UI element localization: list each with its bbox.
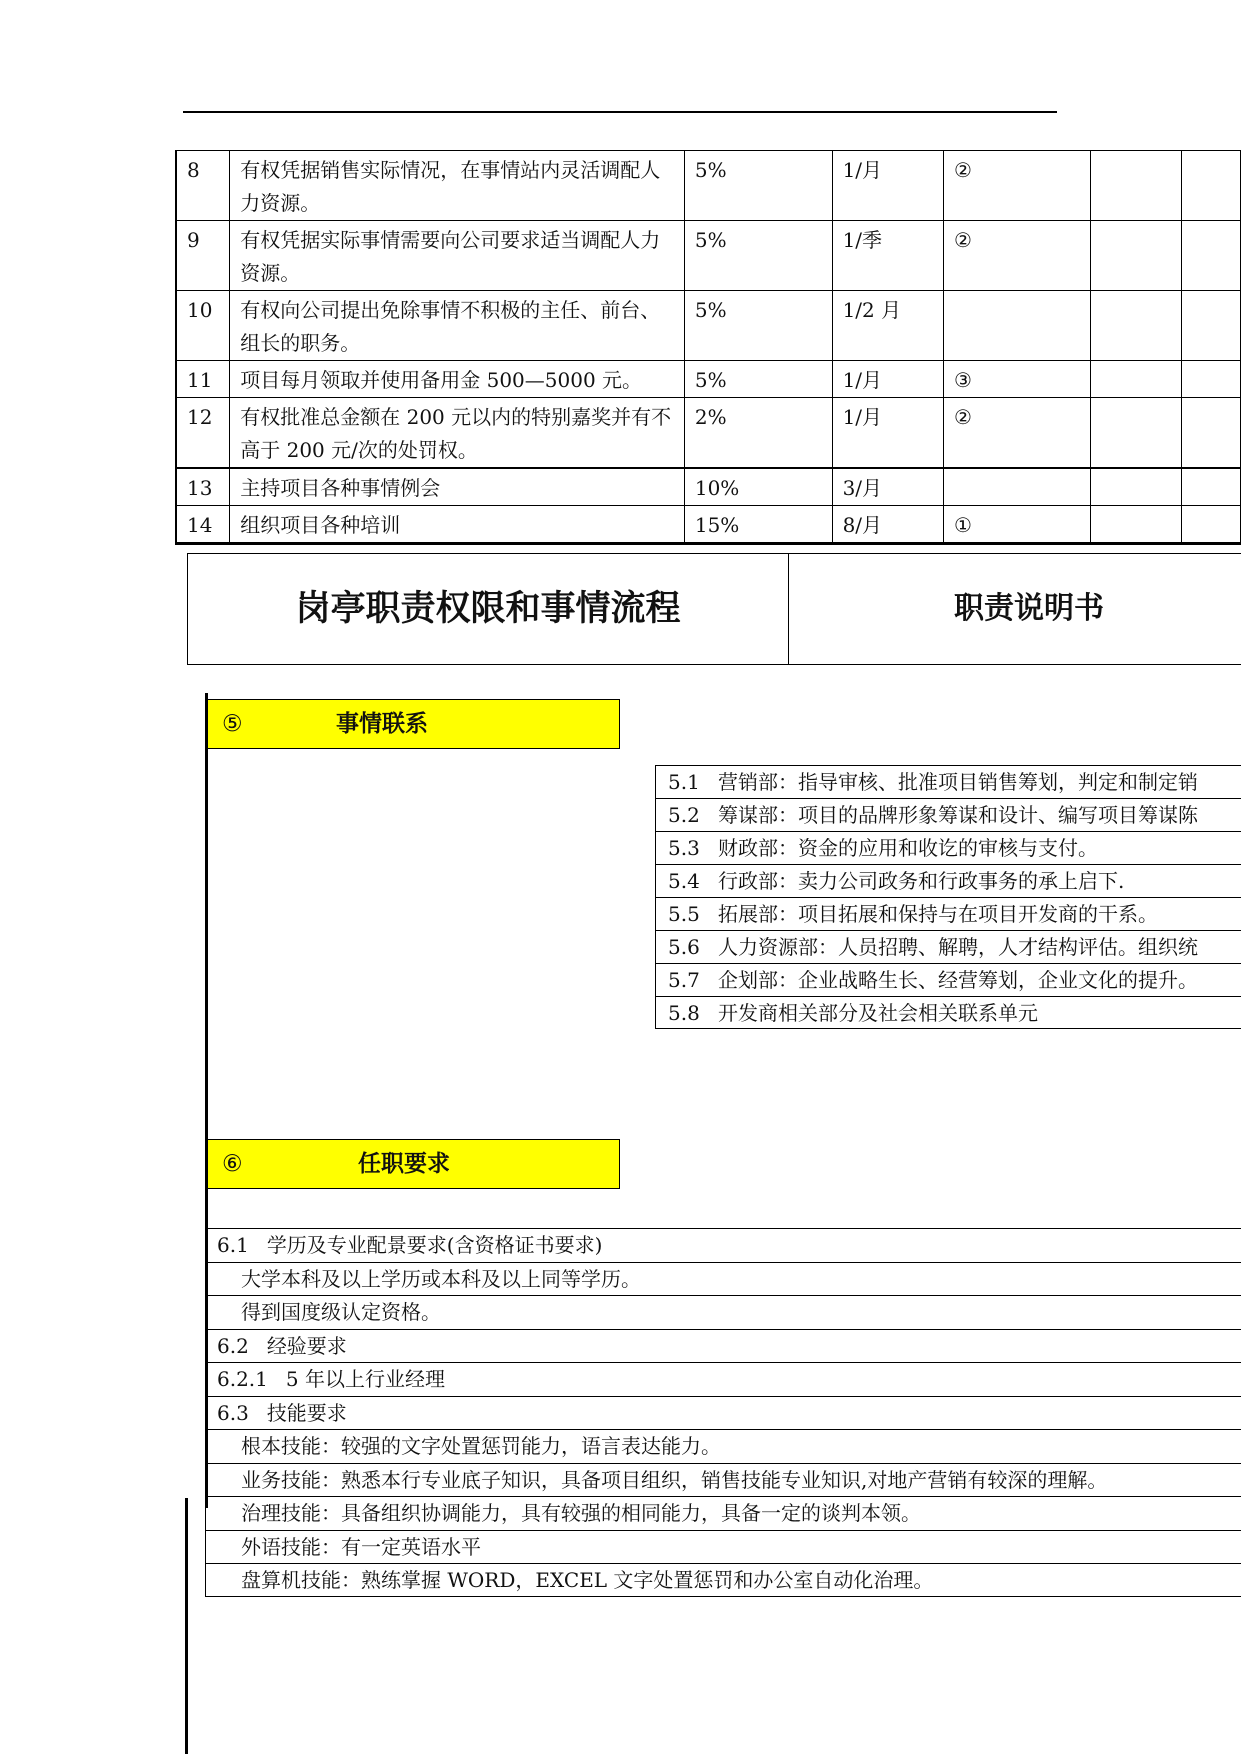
row-empty <box>1090 221 1181 291</box>
requirement-subitem <box>205 1362 1241 1396</box>
row-number: 14 <box>176 506 230 544</box>
row-description: 组织项目各种培训 <box>230 506 685 544</box>
section-6-header <box>207 1139 620 1189</box>
left-margin-rule-lower <box>185 1498 188 1754</box>
row-empty <box>1182 506 1241 544</box>
row-frequency: 1/2 月 <box>832 291 943 361</box>
table-row <box>176 221 1241 291</box>
item-number: 6.2 <box>217 1333 249 1358</box>
row-description: 有权凭据销售实际情况，在事情站内灵活调配人力资源。 <box>230 151 685 221</box>
row-description: 主持项目各种事情例会 <box>230 468 685 506</box>
row-description: 项目每月领取并使用备用金 500—5000 元。 <box>230 361 685 398</box>
row-empty <box>1090 468 1181 506</box>
row-empty <box>1182 291 1241 361</box>
row-level: ② <box>943 221 1090 291</box>
list-item <box>655 765 1241 798</box>
item-text: 人力资源部：人员招聘、解聘，人才结构评估。组织统 <box>718 935 1198 959</box>
header-rule <box>183 111 1057 113</box>
requirement-item: 业务技能：熟悉本行专业底子知识，具备项目组织，销售技能专业知识,对地产营销有较深的理解。 <box>205 1463 1241 1497</box>
row-empty <box>1182 361 1241 398</box>
item-text: 拓展部：项目拓展和保持与在项目开发商的干系。 <box>718 902 1158 926</box>
table-row <box>176 291 1241 361</box>
item-number: 5.6 <box>668 935 700 959</box>
item-number: 5.5 <box>668 902 700 926</box>
row-empty <box>1182 468 1241 506</box>
requirement-item: 盘算机技能：熟练掌握 WORD，EXCEL 文字处置惩罚和办公室自动化治理。 <box>205 1563 1241 1597</box>
requirement-item: 根本技能：较强的文字处置惩罚能力，语言表达能力。 <box>205 1429 1241 1463</box>
item-number: 5.8 <box>668 1001 700 1025</box>
row-frequency: 1/月 <box>832 361 943 398</box>
document-type: 职责说明书 <box>954 591 1104 626</box>
row-empty <box>1182 398 1241 469</box>
section-5-header <box>207 699 620 749</box>
row-level <box>943 291 1090 361</box>
row-empty <box>1182 151 1241 221</box>
list-item <box>655 864 1241 897</box>
list-item <box>655 831 1241 864</box>
table-row <box>176 398 1241 469</box>
table-row <box>176 506 1241 544</box>
list-item <box>655 963 1241 996</box>
requirement-item: 得到国度级认定资格。 <box>205 1295 1241 1329</box>
row-number: 9 <box>176 221 230 291</box>
row-level: ③ <box>943 361 1090 398</box>
table-row <box>176 151 1241 221</box>
row-level <box>943 468 1090 506</box>
item-number: 6.3 <box>217 1400 249 1425</box>
section-number: ⑥ <box>222 1151 243 1177</box>
row-description: 有权向公司提出免除事情不积极的主任、前台、组长的职务。 <box>230 291 685 361</box>
row-weight: 15% <box>684 506 832 544</box>
item-text: 筹谋部：项目的品牌形象筹谋和设计、编写项目筹谋陈 <box>718 803 1198 827</box>
row-level: ② <box>943 398 1090 469</box>
row-weight: 5% <box>684 221 832 291</box>
row-weight: 5% <box>684 361 832 398</box>
item-text: 开发商相关部分及社会相关联系单元 <box>718 1001 1038 1025</box>
row-empty <box>1182 221 1241 291</box>
row-description: 有权批准总金额在 200 元以内的特别嘉奖并有不高于 200 元/次的处罚权。 <box>230 398 685 469</box>
section-title: 事情联系 <box>336 711 428 737</box>
item-text: 经验要求 <box>266 1333 347 1358</box>
table-row <box>176 468 1241 506</box>
requirement-item: 治理技能：具备组织协调能力，具有较强的相同能力，具备一定的谈判本领。 <box>205 1496 1241 1530</box>
item-number: 6.2.1 <box>217 1367 268 1391</box>
list-item <box>655 897 1241 930</box>
item-text: 企划部：企业战略生长、经营筹划，企业文化的提升。 <box>718 968 1198 992</box>
item-text: 学历及专业配景要求(含资格证书要求) <box>266 1233 603 1257</box>
row-weight: 10% <box>684 468 832 506</box>
requirement-item: 外语技能：有一定英语水平 <box>205 1530 1241 1564</box>
row-level: ① <box>943 506 1090 544</box>
item-number: 5.1 <box>668 770 700 794</box>
section-number: ⑤ <box>222 711 243 737</box>
contact-list <box>655 765 1241 1029</box>
item-number: 5.4 <box>668 869 700 893</box>
title-box <box>187 553 1241 665</box>
item-text: 营销部：指导审核、批准项目销售筹划，判定和制定销 <box>718 770 1198 794</box>
list-item <box>655 930 1241 963</box>
requirement-item: 大学本科及以上学历或本科及以上同等学历。 <box>205 1262 1241 1296</box>
item-text: 财政部：资金的应用和收讫的审核与支付。 <box>718 836 1098 860</box>
row-frequency: 8/月 <box>832 506 943 544</box>
row-number: 11 <box>176 361 230 398</box>
row-frequency: 1/月 <box>832 151 943 221</box>
row-frequency: 1/月 <box>832 398 943 469</box>
item-text: 5 年以上行业经理 <box>285 1367 445 1391</box>
row-number: 10 <box>176 291 230 361</box>
authority-table <box>175 150 1241 545</box>
row-empty <box>1090 151 1181 221</box>
item-text: 行政部：卖力公司政务和行政事务的承上启下. <box>718 869 1125 893</box>
row-frequency: 1/季 <box>832 221 943 291</box>
row-number: 13 <box>176 468 230 506</box>
table-row <box>176 361 1241 398</box>
row-empty <box>1090 506 1181 544</box>
row-empty <box>1090 361 1181 398</box>
item-number: 5.2 <box>668 803 700 827</box>
row-description: 有权凭据实际事情需要向公司要求适当调配人力资源。 <box>230 221 685 291</box>
item-number: 6.1 <box>217 1233 249 1257</box>
section-title: 任职要求 <box>358 1151 450 1177</box>
requirement-heading-education <box>205 1228 1241 1262</box>
list-item <box>655 996 1241 1029</box>
list-item <box>655 798 1241 831</box>
row-weight: 5% <box>684 291 832 361</box>
row-number: 8 <box>176 151 230 221</box>
item-text: 技能要求 <box>266 1400 347 1425</box>
requirement-heading-experience <box>205 1329 1241 1363</box>
row-frequency: 3/月 <box>832 468 943 506</box>
row-number: 12 <box>176 398 230 469</box>
requirement-heading-skills <box>205 1396 1241 1430</box>
item-number: 5.7 <box>668 968 700 992</box>
page-title: 岗亭职责权限和事情流程 <box>295 589 681 629</box>
row-empty <box>1090 398 1181 469</box>
requirements-list <box>205 1228 1241 1597</box>
row-weight: 2% <box>684 398 832 469</box>
row-level: ② <box>943 151 1090 221</box>
row-weight: 5% <box>684 151 832 221</box>
row-empty <box>1090 291 1181 361</box>
item-number: 5.3 <box>668 836 700 860</box>
